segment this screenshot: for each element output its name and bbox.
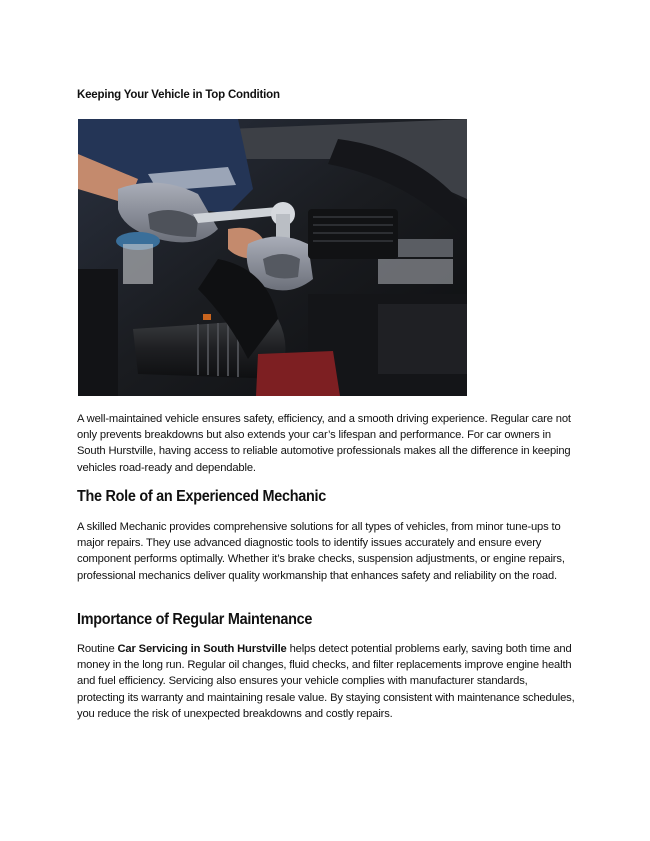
intro-paragraph: A well-maintained vehicle ensures safety, efficiency, and a smooth driving experience. Regular care not only prevents breakdowns but also extends your car’s lifespan and performance. For car owners in South Hurstville, having access to reliable automotive professionals makes all the difference in keeping vehicles road-ready and dependable.	[77, 413, 571, 474]
paragraph-suffix: helps detect potential problems early, saving both time and money in the long run. Regular oil changes, fluid checks, and filter replacements improve engine health and fuel efficiency. Servicing also ensures your vehicle complies with manufacturer standards, protecting its warranty and maintaining resale value. By staying consistent with maintenance schedules, you reduce the risk of unexpected breakdowns and costly repairs.	[77, 643, 575, 720]
document-title: Keeping Your Vehicle in Top Condition	[77, 89, 280, 101]
hero-image	[78, 119, 467, 396]
section-heading-mechanic: The Role of an Experienced Mechanic	[77, 488, 326, 505]
paragraph-prefix: Routine	[77, 643, 118, 655]
photo-mechanic-engine-icon	[78, 119, 467, 396]
car-servicing-link-text: Car Servicing in South Hurstville	[117, 643, 287, 655]
section-heading-maintenance: Importance of Regular Maintenance	[77, 611, 313, 628]
section-paragraph-mechanic: A skilled Mechanic provides comprehensive solutions for all types of vehicles, from minor tune-ups to major repairs. They use advanced diagnostic tools to identify issues accurately and ensure every component performs optimally. Whether it’s brake checks, suspension adjustments, or engine repairs, professional mechanics deliver quality workmanship that enhances safety and reliability on the road.	[77, 521, 565, 582]
section-paragraph-maintenance	[77, 641, 577, 722]
